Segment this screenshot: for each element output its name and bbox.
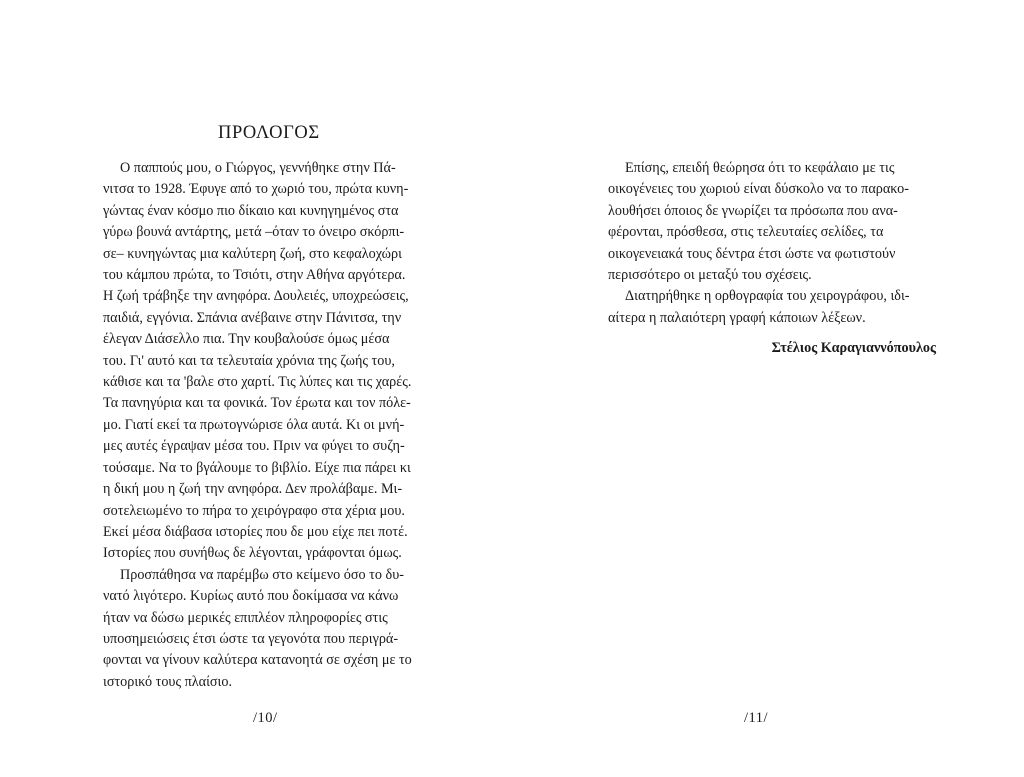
text-line: νατό λιγότερο. Κυρίως αυτό που δοκίμασα να κάνω [103, 588, 399, 605]
left-page-body [103, 158, 438, 693]
text-line: νιτσα το 1928. Έφυγε από το χωριό του, πρώτα κυνη- [103, 181, 409, 198]
text-line: Εκεί μέσα διάβασα ιστορίες που δε μου είχε πει ποτέ. [103, 523, 408, 540]
text-line: αίτερα η παλαιότερη γραφή κάποιων λέξεων. [608, 309, 866, 326]
text-line: λουθήσει όποιος δε γνωρίζει τα πρόσωπα που ανα- [608, 202, 898, 219]
author-signature: Στέλιος Καραγιαννόπουλος [771, 340, 936, 357]
page-number-left: /10/ [253, 710, 278, 726]
page-number-right: /11/ [744, 710, 769, 726]
text-line: Προσπάθησα να παρέμβω στο κείμενο όσο το δυ- [120, 566, 404, 583]
text-line: σε– κυνηγώντας μια καλύτερη ζωή, στο κεφαλοχώρι [103, 245, 402, 262]
text-line: μες αυτές έγραψαν μέσα του. Πριν να φύγει το συζη- [103, 438, 405, 455]
text-line: παιδιά, εγγόνια. Σπάνια ανέβαινε στην Πάνιτσα, την [103, 309, 402, 326]
text-line: Επίσης, επειδή θεώρησα ότι το κεφάλαιο με τις [625, 160, 895, 176]
paragraph-3 [608, 158, 936, 286]
text-line: τούσαμε. Να το βγάλουμε το βιβλίο. Είχε πια πάρει κι [103, 459, 411, 476]
text-line: σοτελειωμένο το πήρα το χειρόγραφο στα χέρια μου. [103, 502, 405, 519]
text-line: υποσημειώσεις έτσι ώστε τα γεγονότα που περιγρά- [103, 630, 399, 647]
text-line: ήταν να δώσω μερικές επιπλέον πληροφορίες στις [103, 609, 388, 626]
text-line: του κάμπου πρώτα, το Τσιότι, στην Αθήνα αργότερα. [103, 267, 406, 284]
text-line: Τα πανηγύρια και τα φονικά. Τον έρωτα και τον πόλε- [103, 395, 411, 412]
text-line: φέρονται, πρόσθεσα, στις τελευταίες σελίδες, τα [608, 224, 884, 241]
text-line: Ο παππούς μου, ο Γιώργος, γεννήθηκε στην Πά- [120, 160, 396, 176]
chapter-title: ΠΡΟΛΟΓΟΣ [218, 123, 320, 143]
text-line: μο. Γιατί εκεί τα πρωτογνώρισε όλα αυτά. Κι οι μνή- [103, 416, 405, 433]
text-line: φονται να γίνουν καλύτερα κατανοητά σε σχέση με το [103, 652, 412, 669]
text-line: οικογενειακά τους δέντρα έτσι ώστε να φωτιστούν [608, 245, 896, 262]
text-line: Η ζωή τράβηξε την ανηφόρα. Δουλειές, υποχρεώσεις, [103, 288, 409, 305]
paragraph-2 [103, 565, 438, 693]
text-line: περισσότερο οι μεταξύ του σχέσεις. [608, 267, 812, 284]
paragraph-1 [103, 158, 438, 565]
text-line: γύρω βουνά αντάρτης, μετά –όταν το όνειρο σκόρπι- [103, 224, 405, 241]
text-line: Ιστορίες που συνήθως δε λέγονται, γράφονται όμως. [103, 545, 402, 562]
text-line: κάθισε και τα 'βαλε στο χαρτί. Τις λύπες και τις χαρές. [103, 374, 412, 391]
text-line: έλεγαν Διάσελλο πια. Την κουβαλούσε όμως μέσα [103, 331, 390, 348]
text-line: του. Γι' αυτό και τα τελευταία χρόνια της ζωής του, [103, 352, 395, 369]
text-line: Διατηρήθηκε η ορθογραφία του χειρογράφου, ιδι- [625, 288, 910, 305]
text-line: γώντας έναν κόσμο πιο δίκαιο και κυνηγημένος στα [103, 202, 399, 219]
paragraph-4 [608, 286, 936, 329]
text-line: η δική μου η ζωή την ανηφόρα. Δεν προλάβαμε. Μι- [103, 481, 403, 498]
right-page-body [608, 158, 936, 360]
right-page [512, 0, 1024, 777]
text-line: ιστορικό τους πλαίσιο. [103, 673, 233, 690]
text-line: οικογένειες του χωριού είναι δύσκολο να το παρακο- [608, 181, 909, 198]
